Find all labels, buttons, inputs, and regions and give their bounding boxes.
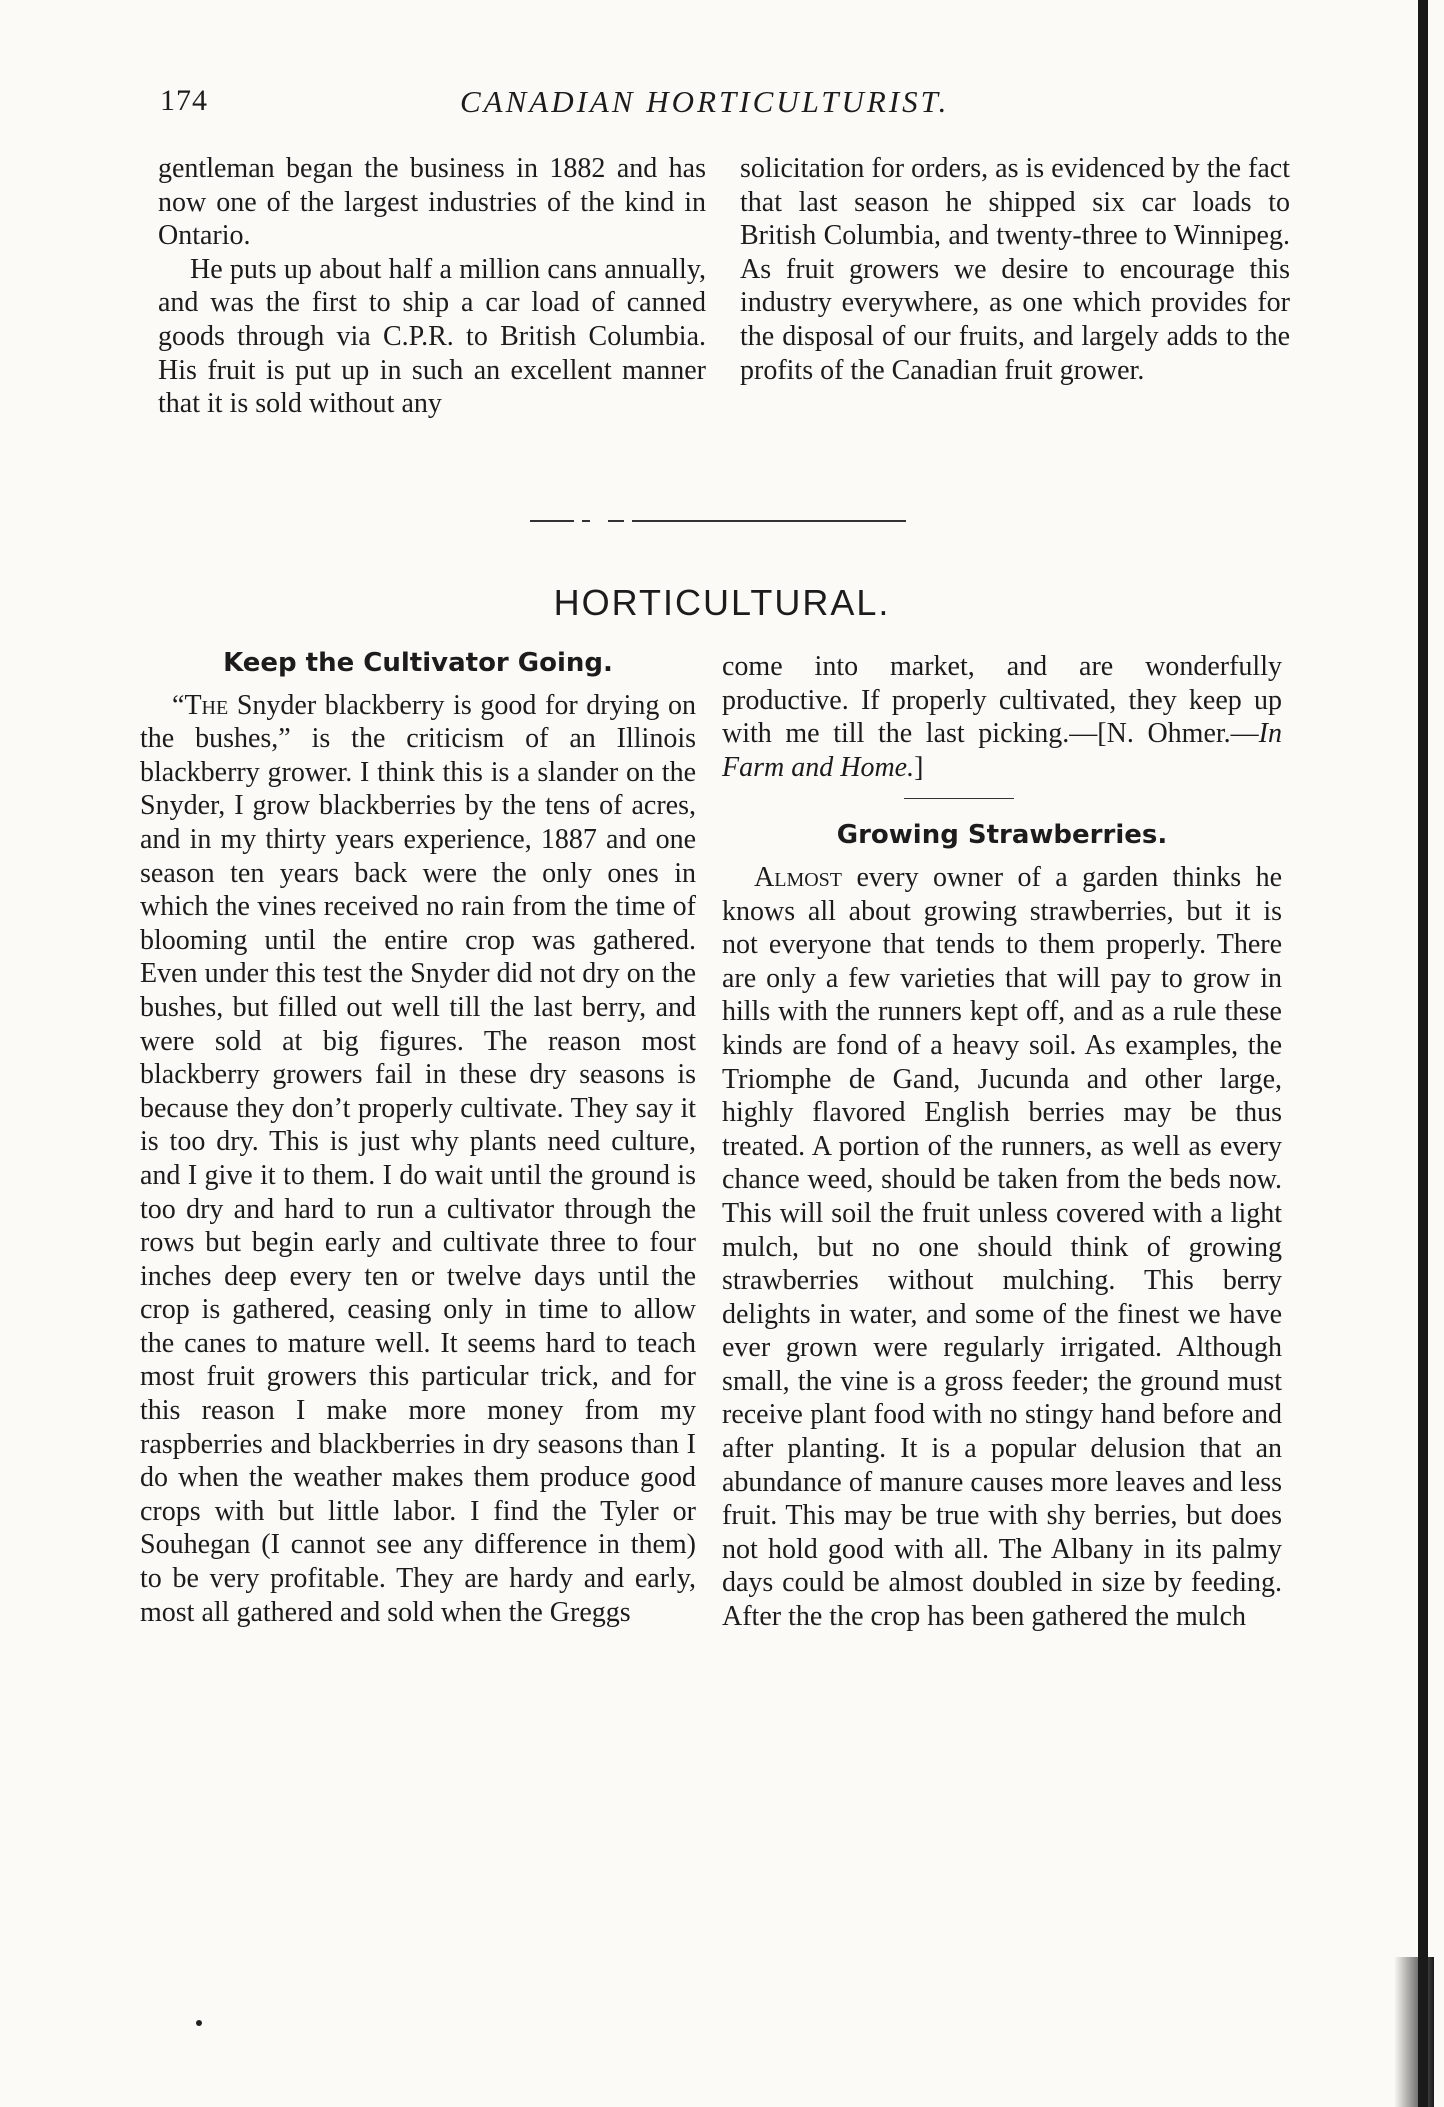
body-text: Snyder blackberry is good for drying on the bushes,” is the criticism of an Illinois blackberry grower. I think this is a slander on the Snyder, I grow blackberries by the tens of acres, and in my thirty years experience, 1887 and one season ten years back were the only ones in which the vines received no rain from the time of blooming until the entire crop was gathered. Even under this test the Snyder did not dry on the bushes, but filled out well till the last berry, and were sold at big figures. The reason most blackberry growers fail in these dry seasons is because they don’t properly cultivate. They say it is too dry. This is just why plants need culture, and I give it to them. I do wait until the ground is too dry and hard to run a cultivator through the rows but begin early and cultivate three to four inches deep every ten or twelve days until the crop is gathered, ceasing only in time to allow the canes to mature well. It seems hard to teach most fruit growers this particular trick, and for this reason I make more money from my raspberries and blackberries in dry seasons than I do when the weather makes them produce good crops with but little labor. I find the Tyler or Souhegan (I cannot see any difference in them) to be very profitable. They are hardy and early, most all gathered and sold when the Greggs [140,689,696,1628]
article-body [722,861,1282,1634]
page-number: 174 [160,84,208,117]
running-title: CANADIAN HORTICULTURIST. [460,84,950,119]
section-divider-line [632,520,906,522]
article-title-cultivator: Keep the Cultivator Going. [223,648,613,678]
source-citation: In Farm and Home. [722,718,1282,783]
paragraph: solicitation for orders, as is evidenced by the fact that last season he shipped six car loads to British Columbia, and twenty-three to Winnipeg. As fruit growers we desire to encourage this industry everywhere, as one which provides for the disposal of our fruits, and largely adds to the profits of the Canadian fruit grower. [740,153,1290,386]
article-left-column [140,647,696,1629]
section-divider-dash [530,520,574,522]
binding-edge [1418,0,1428,2107]
lead-word: Almost [754,861,843,893]
top-article-right-column [740,152,1290,387]
section-heading: HORTICULTURAL. [553,582,891,623]
paragraph: He puts up about half a million cans annually, and was the first to ship a car load of canned goods through via C.P.R. to British Columbia. His fruit is put up in such an excellent manner that it is sold without any [158,253,706,420]
article-divider [904,798,1014,799]
citation-close: ] [914,751,924,783]
article-right-column [722,650,1282,1634]
article-title-strawberries: Growing Strawberries. [836,820,1168,851]
binding-shadow [1394,1957,1434,2107]
page-header [160,84,1300,128]
ink-speck [196,2020,202,2026]
article-body [140,689,696,1630]
section-divider-dot [608,520,624,522]
top-article-left-column [158,152,706,421]
lead-word: The [184,689,229,721]
paragraph: gentleman began the business in 1882 and has now one of the largest industries of the kind in Ontario. [158,153,706,252]
body-text: come into market, and are wonderfully productive. If properly cultivated, they keep up with me till the last picking.—[N. Ohmer.— [722,651,1282,750]
opening-quote: “ [172,689,185,721]
body-text: every owner of a garden thinks he knows all about growing strawberries, but it is not everyone that tends to them properly. There are only a few varieties that will pay to grow in hills with the runners kept off, and as a rule these kinds are fond of a heavy soil. As examples, the Triomphe de Gand, Jucunda and other large, highly flavored English berries may be thus treated. A portion of the runners, as well as every chance weed, should be taken from the beds now. This will soil the fruit unless covered with a light mulch, but no one should think of growing strawberries without mulching. This berry delights in water, and some of the finest we have ever grown were regularly irrigated. Although small, the vine is a gross feeder; the ground must receive plant food with no stingy hand before and after planting. It is a popular delusion that an abundance of manure causes more leaves and less fruit. This may be true with shy berries, but does not hold good with all. The Albany in its palmy days could be almost doubled in size by feeding. After the the crop has been gathered the mulch [722,861,1282,1633]
article-body-continued [722,650,1282,784]
section-divider-dot [582,520,590,522]
